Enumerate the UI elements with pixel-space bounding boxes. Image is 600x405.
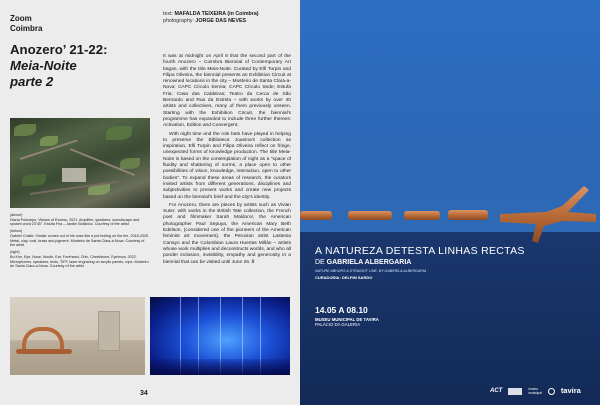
act-logo: ACT: [490, 388, 503, 394]
caption-label: (below): [10, 229, 23, 234]
venue-line-2: PALÁCIO DA GALERIA: [315, 322, 361, 328]
exhibition-advert: [300, 0, 600, 405]
partner-logo-block: [508, 388, 522, 395]
caption-text: Bo Kim, Eye, Nose, Mouth, Ear, Forehead, Chin, Cheekbone, Eyebrow, 2022. Microphones, speakers, texts, TIFF, laser engraving on acrylic panels, rope. Mosteiro de Santa Clara-a-Nova. Courtesy of the artist: [10, 254, 149, 269]
headline-line-1: Anozero’ 21-22:: [10, 42, 108, 57]
text-credit-name: MAFALDA TEIXEIRA (in Coimbra): [174, 11, 259, 17]
museum-logo-line-1: museu: [528, 387, 538, 391]
museum-logo-line-2: municipal: [528, 391, 542, 395]
artist-name: GABRIELA ALBERGARIA: [326, 259, 412, 266]
ad-subtitle: NATURE ABHORS A STRAIGHT LINE, BY GABRIELA ALBERGARIA: [315, 269, 427, 273]
section-line-2: Coimbra: [10, 24, 43, 33]
body-paragraph-2: With night time and the role bats have played in helping to preserve the Biblioteca Joanina's collection as inspiration, Elfi Turpin and Filipa Oliveira reflect on fringe, unexpected forms of knowledge production. The title Meia-Noite is based on the contemplation of night as a "space of fluidity and shattering of norms, a place open to other possibilities of vision, knowledge, interaction, open to other bodies". To expand these areas of research, the curators invited artists from different generations, disciplines and subjectivities to present works and create new projects based on the biennial's brief and the city's identity.: [163, 131, 291, 200]
article-headline: [10, 42, 150, 90]
photo-blue-installation: [150, 297, 290, 375]
end-mark: //: [251, 259, 255, 265]
photo-gallery-sculpture: [10, 297, 145, 375]
venue-line-1: MUSEU MUNICIPAL DE TAVIRA: [315, 317, 379, 322]
tavira-logo: tavira: [560, 386, 581, 395]
caption-label: (above): [10, 213, 23, 217]
credits: [163, 11, 259, 25]
branch-segments: [300, 186, 596, 243]
sponsor-logos: [490, 384, 581, 398]
ad-venue: [315, 317, 379, 328]
article-body: [163, 54, 291, 268]
section-tag: [10, 14, 42, 34]
ad-artist: [315, 258, 411, 267]
photo-greenhouse-installation: [10, 118, 150, 208]
section-line-1: Zoom: [10, 14, 32, 23]
page-number: 34: [140, 390, 148, 397]
body-paragraph-3: For Anozero, there are pieces by artists such as Vivian Suter, with works in the British Tate collection, the French poet and filmmaker Sarah Maldoror, the American photographer Paul Sepuya, the American Mary Beth Edelson, (considered one of the pioneers of the American feminist art movement), the Peruvian artist Lastenia Canayo and the Colombian Laura Huertas Millán – artists whose work multiplies and deconstructs worlds, and who all ponder inclusion, invisibility, empathy and generosity in a biennial that can be visited until June 26.: [163, 202, 291, 265]
caption-below: [10, 229, 150, 247]
ad-curator: CURADORIA: DELFIM SARDO: [315, 275, 373, 280]
headline-line-3: parte 2: [10, 74, 54, 89]
caption-right: [10, 250, 150, 268]
ad-dates: 14.05 A 08.10: [315, 305, 368, 315]
caption-above: [10, 213, 150, 227]
caption-text: Diana Policarpo, Visions of Excess, 2021. Amplifier, speakers, soundscape and spoken word 23'45''. Estufa Fria – Jardim Botânico. Courtesy of the artist: [10, 217, 140, 227]
photo-captions: [10, 213, 150, 271]
museum-logo: [528, 387, 541, 395]
caption-label: (right): [10, 250, 20, 255]
artist-prefix: DE: [315, 259, 327, 266]
body-paragraph-1: It was at midnight on April 9 that the second part of the fourth Anozero – Coimbra Biennial of Contemporary Art began, with the title Meia-Noite. Curated by Elfi Turpin and Filipa Oliveira, the biennial presents an Exhibition Circuit at renowned locations in the city – Mosteiro de Santa Clara-a-Nova; CAPC Círculo Sereia; CAPC Círculo Sede; Estufa Fria; Casa das Caldeiras; Teatro da Cerca de São Bernardo and Rua da Estrela – with works by over 40 artists and collectives, many of them previously unseen. Starting with the Exhibition Circuit, the biennial's programme has expanded to include three further themes: Activation, Edition and Convergent.: [163, 54, 291, 129]
photo-credit-role: photography:: [163, 18, 194, 24]
text-credit-role: text:: [163, 11, 174, 17]
caption-text: Gabriel Chaile, Similar comes out of his nose like a pot boiling on the fire, 2018-2020. Metal, clay, coal, brass and pigment. Mosteiro de Santa Clara-a-Nova. Courtesy of the artist: [10, 233, 150, 248]
tavira-emblem-icon: [548, 388, 555, 395]
photo-credit-name: JORGE DAS NEVES: [195, 18, 247, 24]
headline-line-2: Meia-Noite: [10, 58, 77, 73]
ad-title: A NATUREZA DETESTA LINHAS RECTAS: [315, 245, 525, 257]
